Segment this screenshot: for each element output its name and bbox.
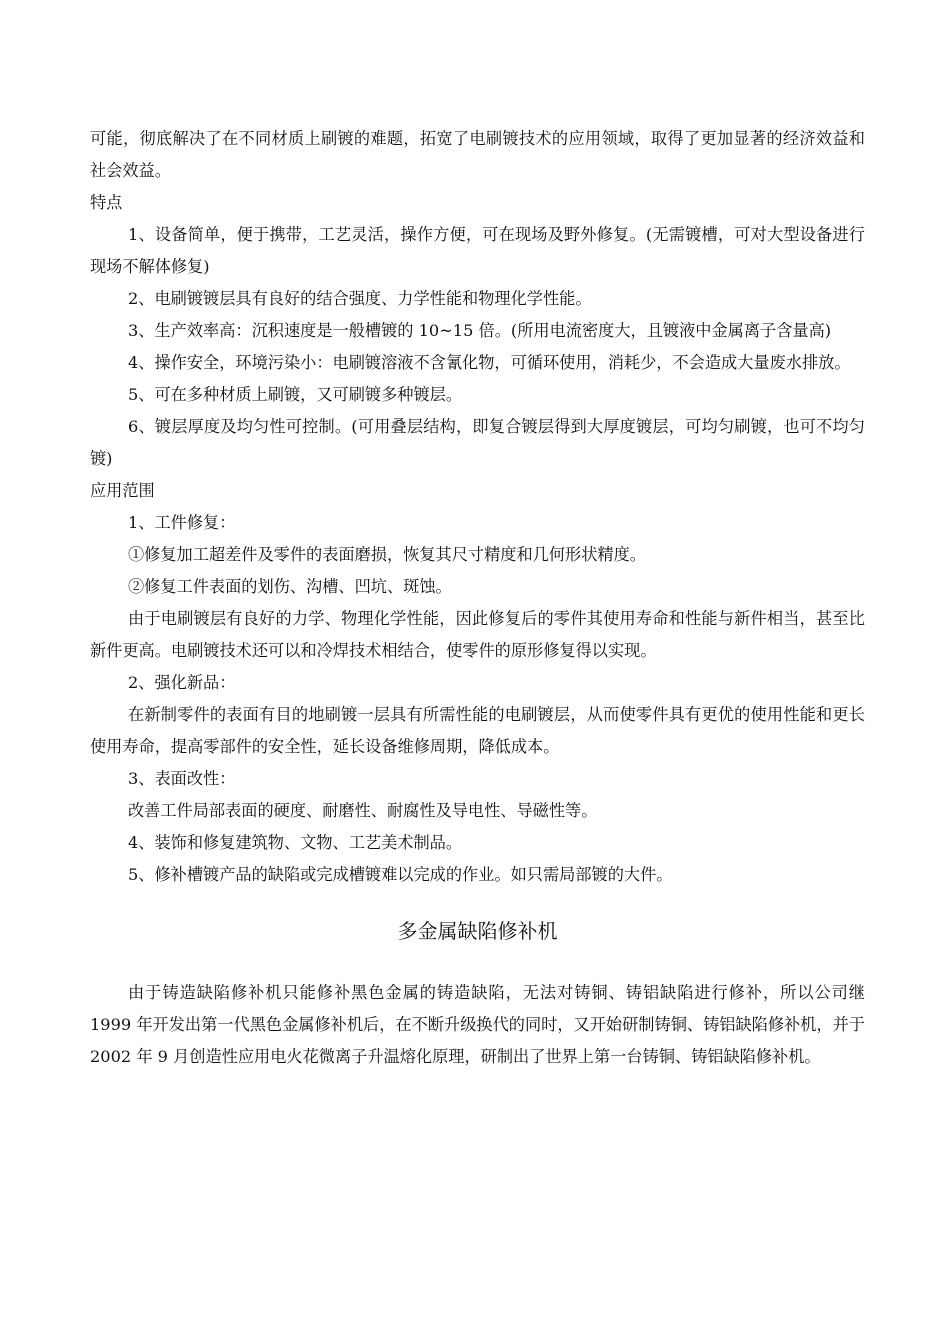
paragraph: 由于铸造缺陷修补机只能修补黑色金属的铸造缺陷，无法对铸铜、铸铝缺陷进行修补，所以公司继 1999 年开发出第一代黑色金属修补机后，在不断升级换代的同时，又开始研制铸铜、铸铝缺陷修补机，并于 2002 年 9 月创造性应用电火花微离子升温熔化原理，研制出了世界上第一台铸铜、铸铝缺陷修补机。	[90, 983, 865, 1066]
paragraph: 3、表面改性：	[128, 769, 236, 788]
paragraph: 改善工件局部表面的硬度、耐磨性、耐腐性及导电性、导磁性等。	[128, 801, 598, 820]
paragraph: 应用范围	[90, 481, 155, 500]
document-page	[90, 123, 865, 1073]
paragraph: 6、镀层厚度及均匀性可控制。(可用叠层结构，即复合镀层得到大厚度镀层，可均匀刷镀，也可不均匀镀)	[90, 417, 865, 468]
paragraph: 3、生产效率高：沉积速度是一般槽镀的 10~15 倍。(所用电流密度大，且镀液中金属离子含量高)	[128, 321, 832, 340]
document-body-section-1	[90, 123, 865, 891]
document-body-section-2	[90, 977, 865, 1073]
paragraph: 2、强化新品：	[128, 673, 236, 692]
paragraph: 4、操作安全，环境污染小：电刷镀溶液不含氰化物，可循环使用，消耗少，不会造成大量废水排放。	[128, 353, 851, 372]
paragraph: 特点	[90, 193, 123, 212]
paragraph: ①修复加工超差件及零件的表面磨损，恢复其尺寸精度和几何形状精度。	[128, 545, 646, 564]
paragraph: 在新制零件的表面有目的地刷镀一层具有所需性能的电刷镀层，从而使零件具有更优的使用性能和更长使用寿命，提高零部件的安全性，延长设备维修周期，降低成本。	[90, 705, 865, 756]
paragraph: 2、电刷镀镀层具有良好的结合强度、力学性能和物理化学性能。	[128, 289, 592, 308]
paragraph: 5、修补槽镀产品的缺陷或完成槽镀难以完成的作业。如只需局部镀的大件。	[128, 865, 673, 884]
paragraph: 1、工件修复：	[128, 513, 236, 532]
paragraph: 1、设备简单，便于携带，工艺灵活，操作方便，可在现场及野外修复。(无需镀槽，可对大型设备进行现场不解体修复)	[90, 225, 865, 276]
section-heading: 多金属缺陷修补机	[397, 919, 558, 943]
paragraph: 4、装饰和修复建筑物、文物、工艺美术制品。	[128, 833, 463, 852]
paragraph: 5、可在多种材质上刷镀，又可刷镀多种镀层。	[128, 385, 463, 404]
paragraph: 可能，彻底解决了在不同材质上刷镀的难题，拓宽了电刷镀技术的应用领域，取得了更加显著的经济效益和社会效益。	[90, 129, 865, 180]
paragraph: 由于电刷镀层有良好的力学、物理化学性能，因此修复后的零件其使用寿命和性能与新件相当，甚至比新件更高。电刷镀技术还可以和冷焊技术相结合，使零件的原形修复得以实现。	[90, 609, 865, 660]
paragraph: ②修复工件表面的划伤、沟槽、凹坑、斑蚀。	[128, 577, 452, 596]
